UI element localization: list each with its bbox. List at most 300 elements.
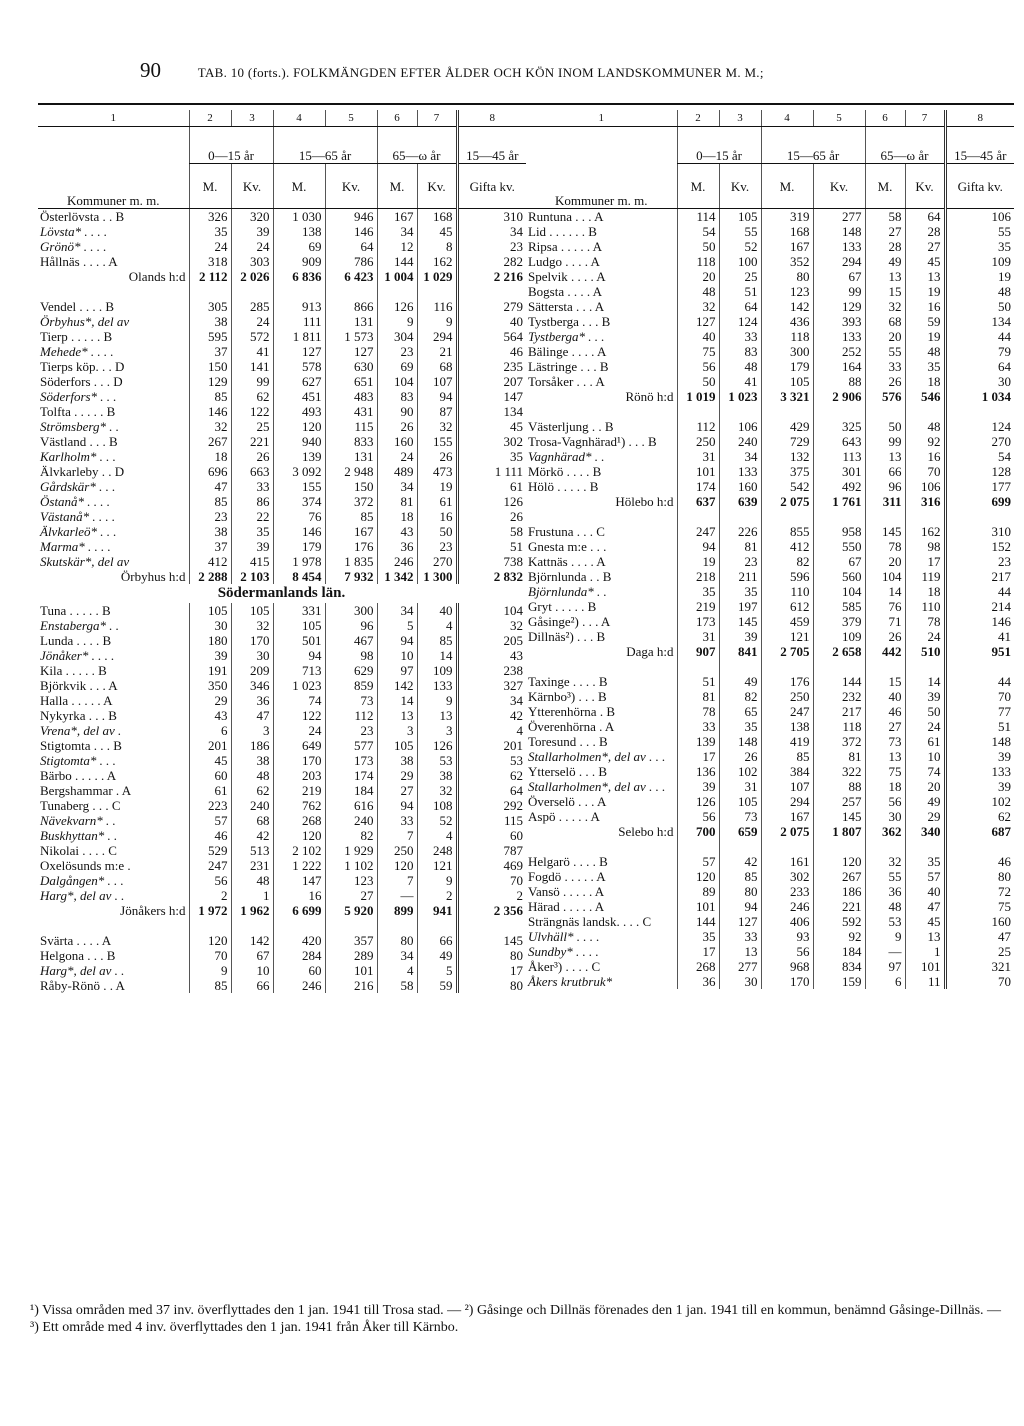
value-cell: 4 — [417, 618, 457, 633]
value-cell: 51 — [945, 719, 1014, 734]
kommun-name — [526, 659, 677, 674]
value-cell: 70 — [189, 948, 231, 963]
value-cell: 302 — [457, 434, 526, 449]
value-cell — [377, 284, 417, 299]
kommun-name: Harg*, del av . . — [40, 888, 125, 903]
kommun-name: Överselö . . . A — [528, 794, 607, 809]
value-cell: 45 — [417, 224, 457, 239]
table-row — [38, 449, 526, 464]
value-cell: 133 — [813, 239, 865, 254]
value-cell: 33 — [719, 929, 761, 944]
kommun-name — [526, 404, 677, 419]
value-cell: 431 — [325, 404, 377, 419]
value-cell: 70 — [945, 689, 1014, 704]
kommun-name: Sättersta . . . A — [528, 299, 605, 314]
value-cell: 412 — [189, 554, 231, 569]
value-cell: 357 — [325, 933, 377, 948]
value-cell: 167 — [325, 524, 377, 539]
value-cell — [945, 509, 1014, 524]
value-cell: 38 — [189, 524, 231, 539]
value-cell — [945, 659, 1014, 674]
kommun-name: Kärnbo³) . . . B — [528, 689, 607, 704]
value-cell: 246 — [761, 899, 813, 914]
value-cell: 184 — [813, 944, 865, 959]
table-row — [526, 614, 1014, 629]
value-cell: 112 — [325, 708, 377, 723]
value-cell: 170 — [761, 974, 813, 989]
value-cell: 7 932 — [325, 569, 377, 584]
kommun-name: Mörkö . . . . B — [528, 464, 602, 479]
value-cell: 101 — [677, 464, 719, 479]
value-cell: 46 — [945, 854, 1014, 869]
value-cell: 28 — [865, 239, 905, 254]
kommun-name: Aspö . . . . . A — [528, 809, 600, 824]
value-cell: 940 — [273, 434, 325, 449]
kommun-name: Nykyrka . . . B — [40, 708, 117, 723]
table-row — [38, 359, 526, 374]
col-kommuner: Kommuner m. m. — [526, 127, 677, 209]
value-cell: 2 075 — [761, 824, 813, 839]
value-cell: 139 — [677, 734, 719, 749]
col-m: M. — [273, 164, 325, 209]
value-cell: 160 — [719, 479, 761, 494]
value-cell: 372 — [813, 734, 865, 749]
value-cell — [761, 404, 813, 419]
value-cell: 27 — [325, 888, 377, 903]
value-cell: 48 — [865, 899, 905, 914]
table-row — [38, 314, 526, 329]
value-cell: 105 — [377, 738, 417, 753]
value-cell: 168 — [417, 209, 457, 225]
value-cell: 36 — [231, 693, 273, 708]
col-gifta: Gifta kv. — [457, 164, 526, 209]
table-row — [526, 734, 1014, 749]
value-cell: 510 — [905, 644, 945, 659]
value-cell: 85 — [719, 869, 761, 884]
value-cell: 513 — [231, 843, 273, 858]
value-cell: 325 — [813, 419, 865, 434]
value-cell: 27 — [865, 224, 905, 239]
value-cell — [377, 918, 417, 933]
value-cell: 180 — [189, 633, 231, 648]
value-cell: 191 — [189, 663, 231, 678]
value-cell: 48 — [719, 359, 761, 374]
value-cell: 4 — [417, 828, 457, 843]
value-cell: 8 — [417, 239, 457, 254]
value-cell — [677, 659, 719, 674]
value-cell: 30 — [231, 648, 273, 663]
value-cell: 13 — [377, 708, 417, 723]
value-cell: 4 — [457, 723, 526, 738]
value-cell — [905, 404, 945, 419]
table-row — [38, 419, 526, 434]
value-cell: 94 — [377, 633, 417, 648]
value-cell: 22 — [231, 509, 273, 524]
table-row — [38, 918, 526, 933]
kommun-name: Strängnäs landsk. . . . C — [528, 914, 652, 929]
kommun-name: Selebo h:d — [618, 824, 674, 839]
value-cell: 3 321 — [761, 389, 813, 404]
value-cell: 35 — [945, 239, 1014, 254]
value-cell: 7 — [377, 828, 417, 843]
value-cell — [761, 509, 813, 524]
value-cell: 31 — [677, 449, 719, 464]
value-cell: 23 — [417, 539, 457, 554]
value-cell: 9 — [377, 314, 417, 329]
value-cell: 699 — [945, 494, 1014, 509]
left-table-body — [38, 209, 526, 994]
value-cell: 197 — [719, 599, 761, 614]
value-cell: 40 — [865, 689, 905, 704]
value-cell: 12 — [377, 239, 417, 254]
value-cell: 31 — [677, 629, 719, 644]
value-cell: 76 — [865, 599, 905, 614]
value-cell: 20 — [865, 329, 905, 344]
value-cell: 267 — [813, 869, 865, 884]
value-cell: 69 — [273, 239, 325, 254]
value-cell: 13 — [905, 269, 945, 284]
value-cell: 1 023 — [719, 389, 761, 404]
value-cell: 55 — [865, 869, 905, 884]
col-group-65: 65—ω år — [377, 127, 457, 164]
table-row — [38, 633, 526, 648]
value-cell: 29 — [905, 809, 945, 824]
value-cell: 41 — [231, 344, 273, 359]
value-cell: 350 — [189, 678, 231, 693]
value-cell: 113 — [813, 449, 865, 464]
value-cell: 412 — [761, 539, 813, 554]
value-cell: 114 — [677, 209, 719, 225]
value-cell: 2 832 — [457, 569, 526, 584]
value-cell: 951 — [945, 644, 1014, 659]
table-row — [38, 584, 526, 603]
value-cell: 35 — [719, 584, 761, 599]
value-cell: 576 — [865, 389, 905, 404]
value-cell: 13 — [865, 749, 905, 764]
value-cell: 57 — [189, 813, 231, 828]
value-cell: 26 — [231, 449, 273, 464]
value-cell: 118 — [761, 329, 813, 344]
value-cell: 859 — [325, 678, 377, 693]
value-cell: 30 — [945, 374, 1014, 389]
value-cell: 246 — [377, 554, 417, 569]
value-cell: 1 978 — [273, 554, 325, 569]
value-cell: 2 705 — [761, 644, 813, 659]
value-cell: 14 — [377, 693, 417, 708]
value-cell: 340 — [905, 824, 945, 839]
value-cell: 26 — [417, 449, 457, 464]
value-cell: 85 — [417, 633, 457, 648]
kommun-name: Överenhörna . A — [528, 719, 615, 734]
value-cell: 33 — [677, 719, 719, 734]
col-num: 1 — [526, 110, 677, 127]
table-row — [526, 419, 1014, 434]
value-cell: 81 — [377, 494, 417, 509]
value-cell: 173 — [325, 753, 377, 768]
col-kv: Kv. — [231, 164, 273, 209]
value-cell: 32 — [457, 618, 526, 633]
kommun-name: Härad . . . . . A — [528, 899, 605, 914]
value-cell: 49 — [719, 674, 761, 689]
value-cell: 61 — [417, 494, 457, 509]
value-cell: 310 — [457, 209, 526, 225]
value-cell: 87 — [417, 404, 457, 419]
value-cell: 120 — [273, 828, 325, 843]
value-cell: 58 — [865, 209, 905, 225]
value-cell: 170 — [231, 633, 273, 648]
value-cell: 941 — [417, 903, 457, 918]
value-cell: 240 — [325, 813, 377, 828]
value-cell: 74 — [273, 693, 325, 708]
value-cell: 109 — [417, 663, 457, 678]
value-cell: 786 — [325, 254, 377, 269]
table-row — [526, 344, 1014, 359]
value-cell: 133 — [813, 329, 865, 344]
value-cell: 639 — [719, 494, 761, 509]
value-cell: 162 — [417, 254, 457, 269]
value-cell: 304 — [377, 329, 417, 344]
value-cell: 451 — [273, 389, 325, 404]
value-cell: 9 — [865, 929, 905, 944]
value-cell: 483 — [325, 389, 377, 404]
value-cell: 155 — [417, 434, 457, 449]
col-m: M. — [677, 164, 719, 209]
value-cell: 2 — [417, 888, 457, 903]
value-cell: 1 030 — [273, 209, 325, 225]
table-wrap — [38, 110, 1014, 993]
value-cell: — — [865, 944, 905, 959]
page-number: 90 — [140, 58, 161, 82]
value-cell: 133 — [945, 764, 1014, 779]
value-cell: 39 — [905, 689, 945, 704]
value-cell: 75 — [945, 899, 1014, 914]
value-cell: 700 — [677, 824, 719, 839]
value-cell: 155 — [273, 479, 325, 494]
value-cell: 80 — [377, 933, 417, 948]
value-cell: 147 — [273, 873, 325, 888]
table-row — [38, 539, 526, 554]
value-cell — [677, 509, 719, 524]
value-cell: 120 — [813, 854, 865, 869]
value-cell: 1 — [905, 944, 945, 959]
value-cell: 56 — [761, 944, 813, 959]
table-row — [526, 584, 1014, 599]
value-cell: 25 — [719, 269, 761, 284]
value-cell: 5 920 — [325, 903, 377, 918]
kommun-name: Älvkarleby . . D — [40, 464, 125, 479]
value-cell: 13 — [905, 929, 945, 944]
value-cell: 834 — [813, 959, 865, 974]
value-cell: 13 — [719, 944, 761, 959]
value-cell: 41 — [945, 629, 1014, 644]
value-cell: 211 — [719, 569, 761, 584]
kommun-name: Stallarholmen*, del av . . . — [528, 779, 666, 794]
table-row — [38, 693, 526, 708]
value-cell: 48 — [905, 419, 945, 434]
kommun-name: Harg*, del av . . — [40, 963, 125, 978]
value-cell: 2 356 — [457, 903, 526, 918]
value-cell: 907 — [677, 644, 719, 659]
value-cell: 138 — [273, 224, 325, 239]
kommun-name: Österlövsta . . B — [40, 209, 125, 224]
value-cell: 35 — [719, 719, 761, 734]
value-cell: 115 — [457, 813, 526, 828]
value-cell: 233 — [761, 884, 813, 899]
col-m: M. — [865, 164, 905, 209]
value-cell: 649 — [273, 738, 325, 753]
value-cell: 696 — [189, 464, 231, 479]
value-cell: 78 — [865, 539, 905, 554]
value-cell: 104 — [813, 584, 865, 599]
value-cell: 19 — [905, 329, 945, 344]
value-cell: 141 — [231, 359, 273, 374]
col-kv: Kv. — [905, 164, 945, 209]
value-cell: 34 — [377, 948, 417, 963]
value-cell: 107 — [761, 779, 813, 794]
value-cell: 216 — [325, 978, 377, 993]
left-table-half — [38, 110, 526, 993]
value-cell: 80 — [457, 978, 526, 993]
value-cell: 1 811 — [273, 329, 325, 344]
kommun-name: Karlholm* . . . — [40, 449, 116, 464]
value-cell: 174 — [677, 479, 719, 494]
col-num: 3 — [231, 110, 273, 127]
value-cell: 33 — [377, 813, 417, 828]
table-row — [38, 479, 526, 494]
value-cell: 104 — [457, 603, 526, 618]
table-row — [38, 569, 526, 584]
value-cell: 913 — [273, 299, 325, 314]
value-cell: 39 — [677, 779, 719, 794]
kommun-name — [38, 918, 189, 933]
value-cell: 226 — [719, 524, 761, 539]
value-cell: 436 — [761, 314, 813, 329]
table-row — [38, 708, 526, 723]
right-table — [526, 110, 1014, 989]
value-cell: 1 029 — [417, 269, 457, 284]
value-cell: 167 — [761, 239, 813, 254]
table-row — [526, 464, 1014, 479]
value-cell: 14 — [417, 648, 457, 663]
kommun-name: Gnesta m:e . . . — [528, 539, 607, 554]
value-cell: 92 — [813, 929, 865, 944]
value-cell: 1 835 — [325, 554, 377, 569]
value-cell: 316 — [905, 494, 945, 509]
value-cell: 38 — [231, 753, 273, 768]
kommun-name — [526, 839, 677, 854]
value-cell: 105 — [231, 603, 273, 618]
value-cell: 65 — [719, 704, 761, 719]
value-cell — [865, 659, 905, 674]
value-cell: 83 — [719, 344, 761, 359]
value-cell — [865, 839, 905, 854]
value-cell: 71 — [865, 614, 905, 629]
value-cell: 39 — [189, 648, 231, 663]
value-cell: 142 — [377, 678, 417, 693]
value-cell: 1 019 — [677, 389, 719, 404]
value-cell: 221 — [231, 434, 273, 449]
value-cell — [325, 284, 377, 299]
kommun-name: Stigtomta* . . . — [40, 753, 116, 768]
value-cell: 99 — [865, 434, 905, 449]
value-cell: 23 — [325, 723, 377, 738]
col-group-0-15: 0—15 år — [677, 127, 761, 164]
value-cell: 546 — [905, 389, 945, 404]
value-cell: 48 — [905, 344, 945, 359]
table-row — [526, 644, 1014, 659]
kommun-name: Södermanlands län. — [217, 585, 346, 601]
kommun-name: Örbyhus*, del av — [40, 314, 130, 329]
col-group-15-45: 15—45 år — [457, 127, 526, 164]
value-cell: 326 — [189, 209, 231, 225]
value-cell: 146 — [273, 524, 325, 539]
table-row — [38, 344, 526, 359]
value-cell: 85 — [325, 509, 377, 524]
value-cell: 294 — [813, 254, 865, 269]
value-cell: 32 — [865, 299, 905, 314]
value-cell: 240 — [231, 798, 273, 813]
value-cell — [813, 659, 865, 674]
value-cell: 270 — [945, 434, 1014, 449]
value-cell: 148 — [813, 224, 865, 239]
value-cell: 6 836 — [273, 269, 325, 284]
value-cell: 105 — [761, 374, 813, 389]
right-table-body — [526, 209, 1014, 990]
value-cell — [189, 284, 231, 299]
value-cell: 109 — [945, 254, 1014, 269]
value-cell: 67 — [813, 554, 865, 569]
value-cell: 627 — [273, 374, 325, 389]
value-cell: 70 — [945, 974, 1014, 989]
value-cell: 32 — [417, 783, 457, 798]
table-row — [38, 524, 526, 539]
table-row — [526, 944, 1014, 959]
value-cell: 40 — [417, 603, 457, 618]
value-cell: 67 — [813, 269, 865, 284]
value-cell: 148 — [945, 734, 1014, 749]
value-cell: 40 — [905, 884, 945, 899]
value-cell: 277 — [813, 209, 865, 225]
value-cell: 64 — [905, 209, 945, 225]
col-m: M. — [189, 164, 231, 209]
value-cell: 48 — [945, 284, 1014, 299]
kommun-name: Olands h:d — [128, 269, 186, 284]
value-cell: 49 — [905, 794, 945, 809]
value-cell — [457, 918, 526, 933]
value-cell: 35 — [457, 449, 526, 464]
value-cell: 96 — [865, 479, 905, 494]
column-group-row — [38, 127, 526, 164]
value-cell: 24 — [377, 449, 417, 464]
value-cell — [457, 284, 526, 299]
value-cell: 30 — [719, 974, 761, 989]
value-cell: 23 — [189, 509, 231, 524]
table-row — [38, 299, 526, 314]
value-cell: 47 — [905, 899, 945, 914]
value-cell: 247 — [761, 704, 813, 719]
table-row — [38, 858, 526, 873]
value-cell: 19 — [945, 269, 1014, 284]
value-cell: 124 — [719, 314, 761, 329]
footnote: ¹) Vissa områden med 37 inv. överflyttades den 1 jan. 1941 till Trosa stad. — ²) Gåsinge och Dillnäs förenades den 1 jan. 1941 till en kommun, benämnd Gåsinge-Dillnäs. — ³) Ett område med 4 inv. överflyttades den 1 jan. 1941 från Åker till Kärnbo. — [30, 1303, 1002, 1335]
kommun-name: Vansö . . . . . A — [528, 884, 605, 899]
kommun-name: Tuna . . . . . B — [40, 603, 111, 618]
table-row — [526, 794, 1014, 809]
value-cell: 30 — [189, 618, 231, 633]
value-cell: 59 — [905, 314, 945, 329]
kommun-name: Dalgången* . . . — [40, 873, 124, 888]
value-cell: 32 — [677, 299, 719, 314]
